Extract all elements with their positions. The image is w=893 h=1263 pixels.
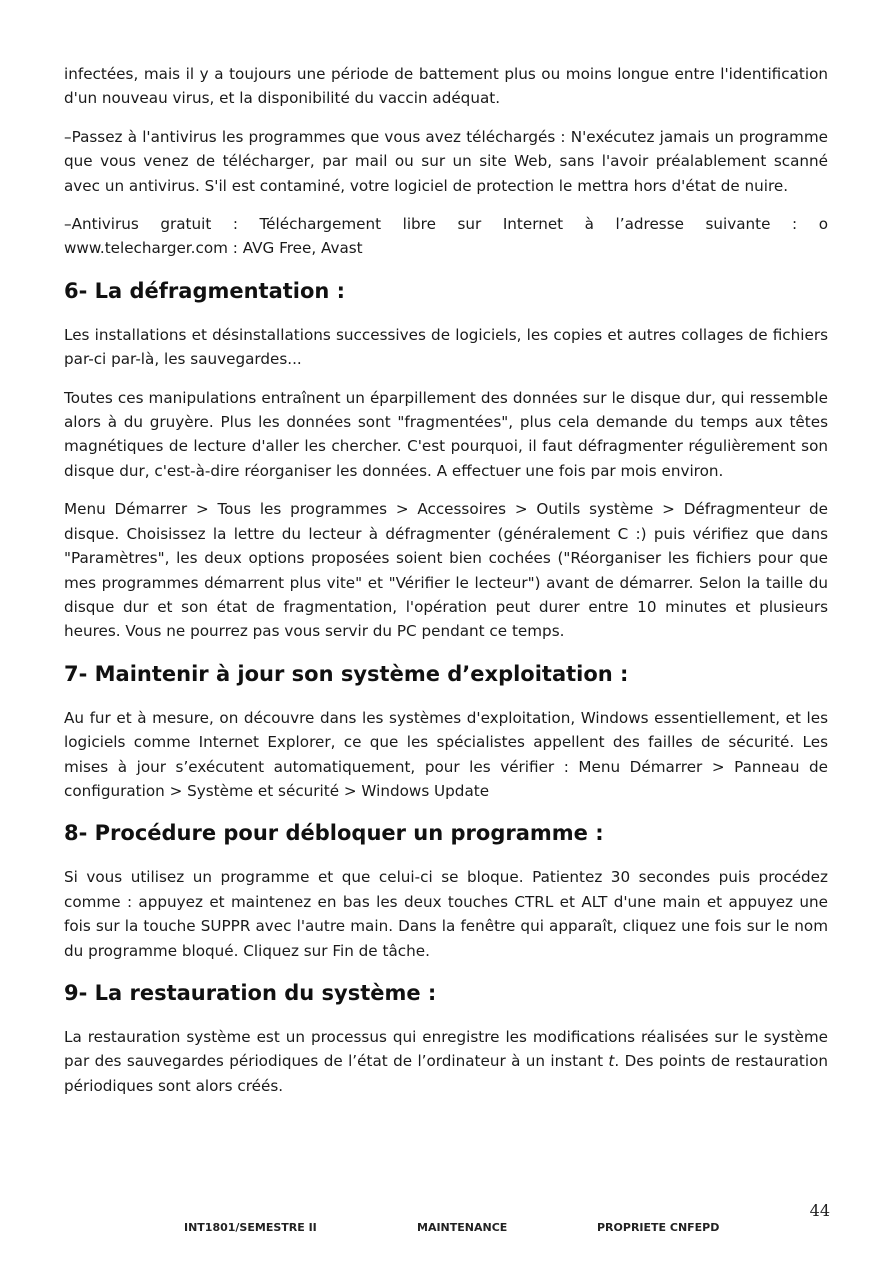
section-8-heading: 8- Procédure pour débloquer un programme :: [64, 821, 604, 846]
section-6-paragraph-2: Toutes ces manipulations entraînent un éparpillement des données sur le disque dur, qui ressemble alors à du gruyère. Plus les données sont "fragmentées", plus cela demande du temps aux têtes magnétiques de lecture d'aller les chercher. C'est pourquoi, il faut défragmenter régulièrement son disque dur, c'est-à-dire réorganiser les données. A effectuer une fois par mois environ.: [64, 388, 828, 480]
footer-ownership: PROPRIETE CNFEPD: [597, 1221, 720, 1234]
section-7-heading: 7- Maintenir à jour son système d’exploitation :: [64, 661, 629, 686]
footer-course-code: INT1801/SEMESTRE II: [184, 1221, 317, 1234]
section-6-paragraph-3: Menu Démarrer > Tous les programmes > Accessoires > Outils système > Défragmenteur de disque. Choisissez la lettre du lecteur à défragmenter (généralement C :) puis vérifiez que dans "Paramètres", les deux options proposées soient bien cochées ("Réorganiser les fichiers pour que mes programmes démarrent plus vite" et "Vérifier le lecteur") avant de démarrer. Selon la taille du disque dur et son état de fragmentation, l'opération peut durer entre 10 minutes et plusieurs heures. Vous ne pourrez pas vous servir du PC pendant ce temps.: [64, 500, 828, 641]
paragraph-free-antivirus-line2: www.telecharger.com : AVG Free, Avast: [64, 239, 363, 258]
section-9-heading: 9- La restauration du système :: [64, 980, 437, 1005]
paragraph-virus-period: infectées, mais il y a toujours une période de battement plus ou moins longue entre l'identification d'un nouveau virus, et la disponibilité du vaccin adéquat.: [64, 65, 828, 108]
paragraph-scan-downloads: –Passez à l'antivirus les programmes que vous avez téléchargés : N'exécutez jamais un programme que vous venez de télécharger, par mail ou sur un site Web, sans l'avoir préalablement scanné avec un antivirus. S'il est contaminé, votre logiciel de protection le mettra hors d'état de nuire.: [64, 127, 828, 195]
document-body: [64, 62, 828, 1112]
section-9-text-end: . Des points de restauration périodiques sont alors créés.: [64, 1052, 828, 1095]
section-9-text-start: La restauration système est un processus qui enregistre les modifications réalisées sur le système par des sauvegardes périodiques de l’état de l’ordinateur à un instant: [64, 1027, 828, 1071]
page-number: 44: [809, 1201, 830, 1220]
section-7-paragraph-1: Au fur et à mesure, on découvre dans les systèmes d'exploitation, Windows essentiellement, et les logiciels comme Internet Explorer, ce que les spécialistes appellent des failles de sécurité. Les mises à jour s’exécutent automatiquement, pour les vérifier : Menu Démarrer > Panneau de configuration > Système et sécurité > Windows Update: [64, 708, 828, 800]
paragraph-free-antivirus-line1: –Antivirus gratuit : Téléchargement libre sur Internet à l’adresse suivante : o: [64, 215, 828, 234]
section-6-paragraph-1: Les installations et désinstallations successives de logiciels, les copies et autres collages de fichiers par-ci par-là, les sauvegardes...: [64, 325, 828, 369]
section-9-italic-variable: t: [608, 1052, 615, 1071]
footer-subject: MAINTENANCE: [417, 1221, 508, 1234]
section-8-paragraph-1: Si vous utilisez un programme et que celui-ci se bloque. Patientez 30 secondes puis procédez comme : appuyez et maintenez en bas les deux touches CTRL et ALT d'une main et appuyez une fois sur la touche SUPPR avec l'autre main. Dans la fenêtre qui apparaît, cliquez une fois sur le nom du programme bloqué. Cliquez sur Fin de tâche.: [64, 868, 828, 960]
section-6-heading: 6- La défragmentation :: [64, 278, 346, 303]
section-9-paragraph-1: [64, 1025, 828, 1098]
